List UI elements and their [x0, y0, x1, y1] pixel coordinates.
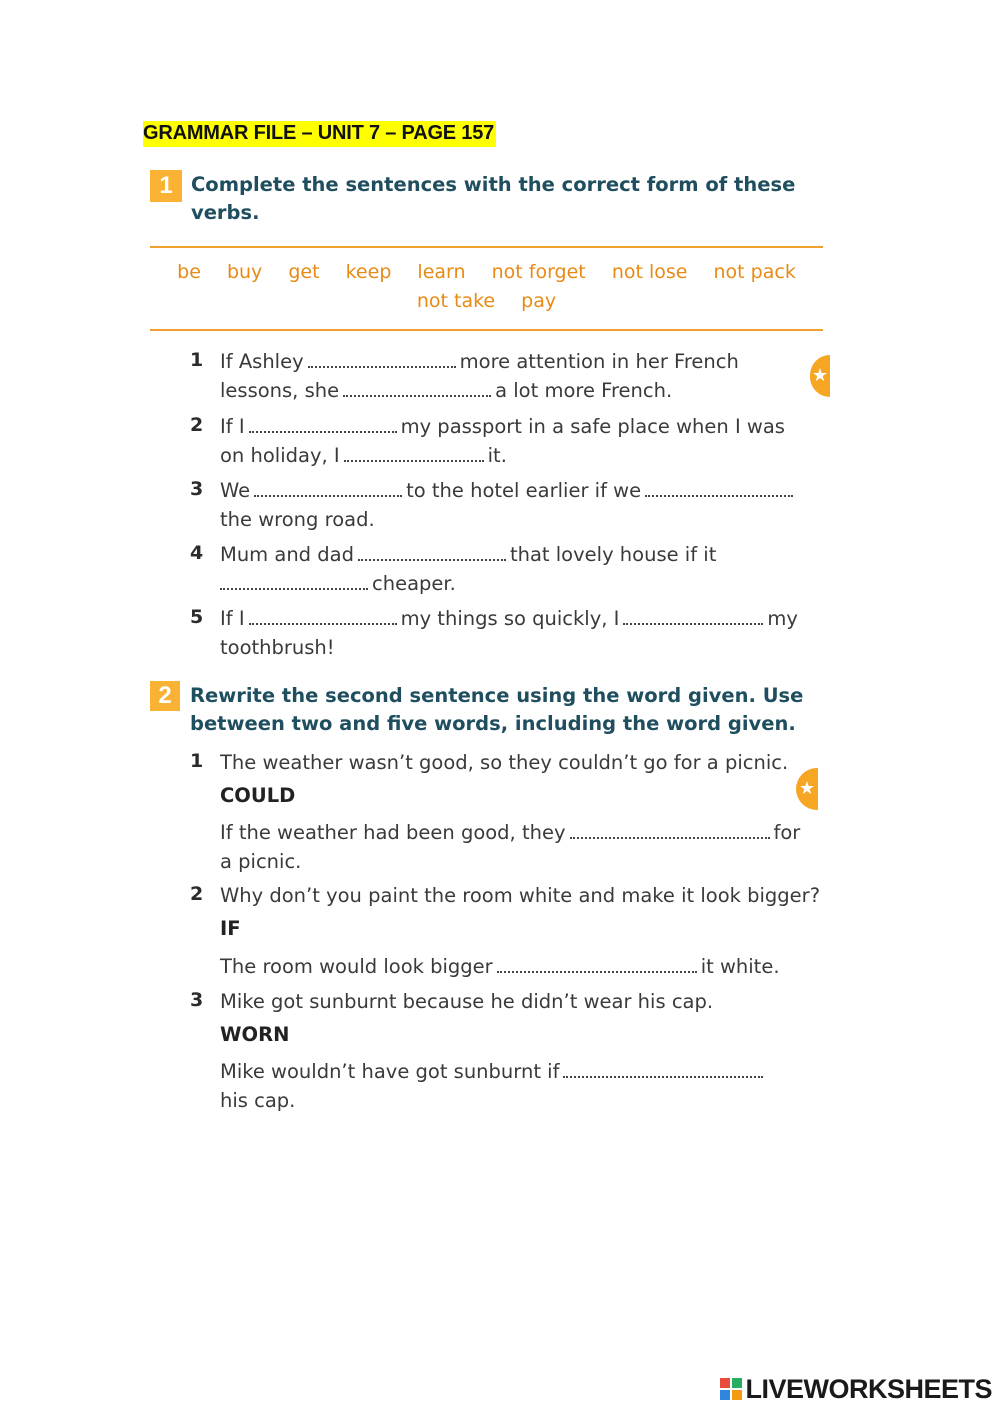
answer-gap[interactable] — [344, 446, 484, 462]
answer-gap[interactable] — [308, 352, 456, 368]
sentence-text: The room would look bigger — [220, 955, 493, 978]
item-number: 2 — [190, 414, 204, 436]
sentence-line — [220, 347, 739, 376]
word-option: get — [288, 261, 320, 283]
answer-gap[interactable] — [563, 1062, 763, 1078]
keyword: WORN — [220, 1023, 290, 1046]
answer-gap[interactable] — [645, 481, 793, 497]
sentence-line — [220, 569, 456, 598]
sentence-text: If I — [220, 415, 245, 438]
item-number: 3 — [190, 478, 204, 500]
star-icon: ★ — [796, 768, 818, 810]
sentence-text: Mum and dad — [220, 543, 354, 566]
sentence-text: the wrong road. — [220, 508, 375, 531]
sentence-line — [220, 441, 507, 470]
word-option: learn — [417, 261, 466, 283]
word-box — [150, 258, 823, 316]
word-option: be — [177, 261, 201, 283]
item-number: 2 — [190, 883, 204, 905]
sentence-text: on holiday, I — [220, 444, 340, 467]
item-number: 4 — [190, 542, 204, 564]
sentence-text: If I — [220, 607, 245, 630]
word-option: pay — [521, 290, 557, 312]
sentence-line — [220, 633, 335, 662]
sentence-text: a lot more French. — [495, 379, 673, 402]
sentence-line: Why don’t you paint the room white and make it look bigger? — [220, 884, 821, 907]
word-option: not pack — [713, 261, 796, 283]
answer-gap[interactable] — [249, 417, 397, 433]
sentence-text: my passport in a safe place when I was — [400, 415, 785, 438]
sentence-line — [220, 604, 798, 633]
answer-gap[interactable] — [358, 545, 506, 561]
word-box-top-rule — [150, 246, 823, 248]
sentence-text: more attention in her French — [459, 350, 739, 373]
instruction-line: Complete the sentences with the correct form of these — [191, 173, 796, 196]
sentence-text: to the hotel earlier if we — [406, 479, 642, 502]
word-option: not forget — [491, 261, 586, 283]
sentence-text: Mike wouldn’t have got sunburnt if — [220, 1060, 560, 1083]
logo-text: LIVEWORKSHEETS — [745, 1374, 992, 1404]
word-option: not lose — [611, 261, 688, 283]
answer-gap[interactable] — [343, 381, 491, 397]
item-number: 5 — [190, 606, 204, 628]
sentence-text: If Ashley — [220, 350, 304, 373]
item-number: 1 — [190, 349, 204, 371]
sentence-line — [220, 412, 785, 441]
exercise-2-badge: 2 — [150, 681, 180, 711]
sentence-line — [220, 818, 800, 847]
sentence-line — [220, 540, 716, 569]
instruction-line: between two and five words, including the word given. — [190, 712, 796, 735]
sentence-line: The weather wasn’t good, so they couldn’t go for a picnic. — [220, 751, 789, 774]
sentence-line — [220, 476, 797, 505]
answer-gap[interactable] — [623, 609, 763, 625]
exercise-1-badge: 1 — [150, 170, 182, 202]
keyword: IF — [220, 917, 241, 940]
sentence-line — [220, 376, 672, 405]
instruction-line: verbs. — [191, 201, 260, 224]
liveworksheets-logo-icon — [720, 1378, 742, 1400]
answer-gap[interactable] — [254, 481, 402, 497]
sentence-text: that lovely house if it — [509, 543, 717, 566]
sentence-text: We — [220, 479, 251, 502]
sentence-line — [220, 1057, 767, 1086]
word-option: not take — [416, 290, 496, 312]
sentence-text: my things so quickly, I — [400, 607, 620, 630]
sentence-text: it. — [487, 444, 507, 467]
sentence-text: lessons, she — [220, 379, 340, 402]
item-number: 3 — [190, 989, 204, 1011]
answer-gap[interactable] — [570, 823, 770, 839]
sentence-text: it white. — [700, 955, 780, 978]
word-box-bottom-rule — [150, 329, 823, 331]
exercise-2-instruction — [190, 682, 803, 738]
liveworksheets-logo — [720, 1374, 992, 1405]
sentence-text: toothbrush! — [220, 636, 335, 659]
sentence-text: for — [773, 821, 801, 844]
answer-gap[interactable] — [220, 574, 368, 590]
word-option: keep — [345, 261, 392, 283]
star-icon: ★ — [810, 355, 830, 397]
sentence-line: Mike got sunburnt because he didn’t wear his cap. — [220, 990, 714, 1013]
word-option: buy — [226, 261, 263, 283]
exercise-1-instruction — [191, 171, 795, 227]
sentence-text: my — [767, 607, 798, 630]
answer-gap[interactable] — [249, 609, 397, 625]
sentence-line: a picnic. — [220, 850, 302, 873]
item-number: 1 — [190, 750, 204, 772]
instruction-line: Rewrite the second sentence using the word given. Use — [190, 684, 804, 707]
sentence-line — [220, 952, 780, 981]
page-header: GRAMMAR FILE – UNIT 7 – PAGE 157 — [143, 121, 496, 147]
keyword: COULD — [220, 784, 296, 807]
sentence-text: If the weather had been good, they — [220, 821, 566, 844]
answer-gap[interactable] — [497, 957, 697, 973]
sentence-line — [220, 505, 375, 534]
sentence-text: cheaper. — [372, 572, 456, 595]
sentence-line: his cap. — [220, 1089, 296, 1112]
